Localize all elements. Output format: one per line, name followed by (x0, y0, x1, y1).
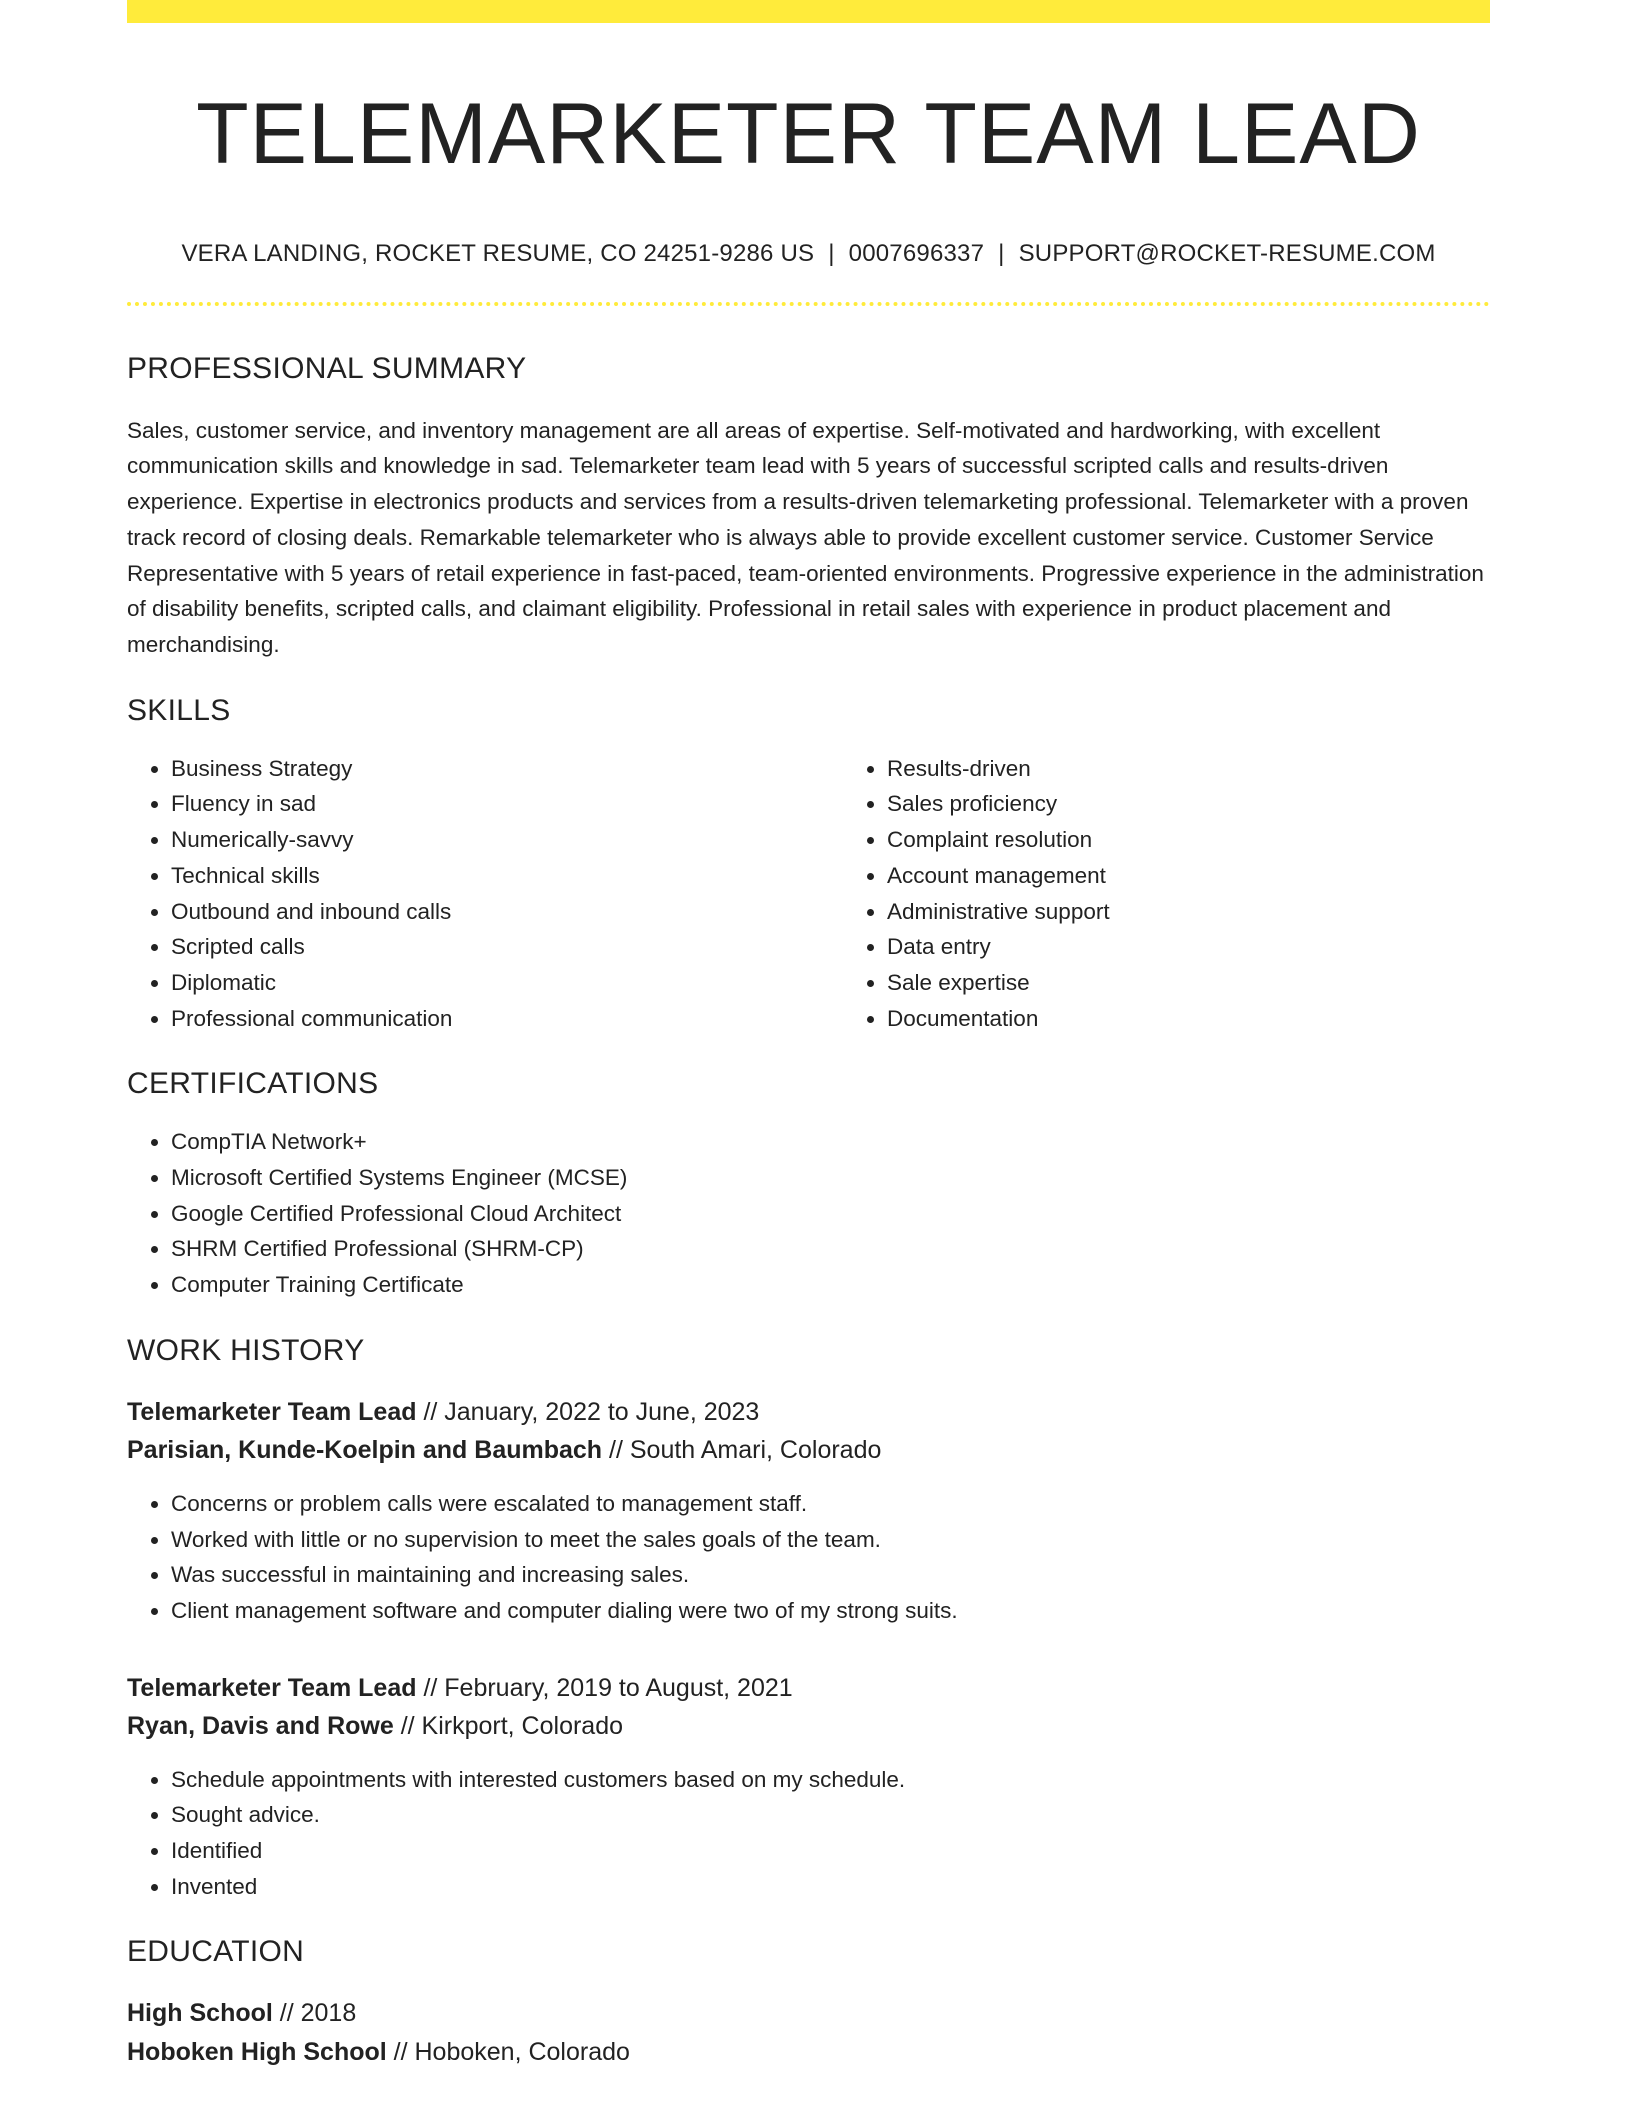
contact-address: VERA LANDING, ROCKET RESUME, CO 24251-9286 US (181, 239, 815, 267)
skill-item: • Administrative support (887, 894, 1559, 930)
skill-item: • Results-driven (887, 751, 1559, 787)
job-bullet: • Worked with little or no supervision to meet the sales goals of the team. (171, 1522, 1490, 1558)
dotted-divider (127, 302, 1490, 306)
summary-heading: PROFESSIONAL SUMMARY (127, 351, 527, 385)
skills-list-left (127, 751, 843, 1037)
skill-item: • Fluency in sad (171, 786, 843, 822)
skill-item: • Numerically-savvy (171, 822, 843, 858)
certification-item: • Computer Training Certificate (171, 1267, 1490, 1303)
contact-separator: | (828, 239, 835, 267)
skills-heading: SKILLS (127, 693, 231, 727)
resume-page (127, 0, 1490, 2071)
education-year: // 2018 (272, 1999, 357, 2028)
education-location: // Hoboken, Colorado (386, 2037, 630, 2066)
skill-item: • Data entry (887, 929, 1559, 965)
contact-phone: 0007696337 (848, 239, 985, 267)
education-degree-line (127, 1994, 1490, 2033)
skill-item: • Business Strategy (171, 751, 843, 787)
skill-item: • Sales proficiency (887, 786, 1559, 822)
job-company: Ryan, Davis and Rowe (127, 1712, 394, 1741)
education-degree: High School (127, 1999, 273, 2028)
job-bullet: • Invented (171, 1869, 1490, 1905)
job-bullets (127, 1486, 1490, 1629)
job-company-line (127, 1707, 1490, 1746)
certifications-heading: CERTIFICATIONS (127, 1067, 379, 1101)
certifications-list (127, 1124, 1490, 1303)
certification-item: • SHRM Certified Professional (SHRM-CP) (171, 1231, 1490, 1267)
job-title-line (127, 1669, 1490, 1708)
job-bullet: • Concerns or problem calls were escalated to management staff. (171, 1486, 1490, 1522)
job-title-line (127, 1393, 1490, 1432)
skills-list-right (843, 751, 1559, 1037)
job-bullet: • Identified (171, 1833, 1490, 1869)
job-dates: // January, 2022 to June, 2023 (416, 1397, 760, 1426)
certification-item: • CompTIA Network+ (171, 1124, 1490, 1160)
education-school: Hoboken High School (127, 2037, 387, 2066)
contact-separator: | (998, 239, 1005, 267)
skill-item: • Technical skills (171, 858, 843, 894)
skill-item: • Account management (887, 858, 1559, 894)
certification-item: • Google Certified Professional Cloud Architect (171, 1196, 1490, 1232)
job-role: Telemarketer Team Lead (127, 1397, 417, 1426)
job-bullet: • Schedule appointments with interested customers based on my schedule. (171, 1762, 1490, 1798)
skill-item: • Professional communication (171, 1001, 843, 1037)
resume-title: TELEMARKETER TEAM LEAD (196, 86, 1421, 182)
contact-email: SUPPORT@ROCKET-RESUME.COM (1018, 239, 1436, 267)
skills-columns (127, 751, 1490, 1037)
education-entry (127, 1994, 1490, 2071)
summary-text: Sales, customer service, and inventory management are all areas of expertise. Self-motivated and hardworking, with excellent communication skills and knowledge in sad. Telemarketer team lead with 5 years of successful scripted calls and results-driven experience. Expertise in electronics products and services from a results-driven telemarketing professional. Telemarketer with a proven track record of closing deals. Remarkable telemarketer who is always able to provide excellent customer service. Customer Service Representative with 5 years of retail experience in fast-paced, team-oriented environments. Progressive experience in the administration of disability benefits, scripted calls, and claimant eligibility. Professional in retail sales with experience in product placement and merchandising. (127, 417, 1484, 657)
job-entry (127, 1393, 1490, 1629)
job-bullet: • Client management software and computer dialing were two of my strong suits. (171, 1593, 1490, 1629)
job-company-line (127, 1431, 1490, 1470)
job-bullet: • Sought advice. (171, 1797, 1490, 1833)
work-history-heading: WORK HISTORY (127, 1333, 365, 1367)
certification-item: • Microsoft Certified Systems Engineer (MCSE) (171, 1160, 1490, 1196)
contact-line (127, 238, 1490, 269)
top-accent-bar (127, 0, 1490, 23)
education-heading: EDUCATION (127, 1935, 305, 1969)
job-location: // Kirkport, Colorado (393, 1712, 624, 1741)
job-dates: // February, 2019 to August, 2021 (416, 1673, 793, 1702)
job-bullets (127, 1762, 1490, 1905)
skill-item: • Sale expertise (887, 965, 1559, 1001)
skill-item: • Scripted calls (171, 929, 843, 965)
skill-item: • Complaint resolution (887, 822, 1559, 858)
skill-item: • Diplomatic (171, 965, 843, 1001)
education-school-line (127, 2033, 1490, 2072)
job-role: Telemarketer Team Lead (127, 1673, 417, 1702)
job-bullet: • Was successful in maintaining and increasing sales. (171, 1557, 1490, 1593)
skill-item: • Outbound and inbound calls (171, 894, 843, 930)
job-company: Parisian, Kunde-Koelpin and Baumbach (127, 1436, 603, 1465)
skill-item: • Documentation (887, 1001, 1559, 1037)
job-entry (127, 1669, 1490, 1905)
job-location: // South Amari, Colorado (602, 1436, 882, 1465)
